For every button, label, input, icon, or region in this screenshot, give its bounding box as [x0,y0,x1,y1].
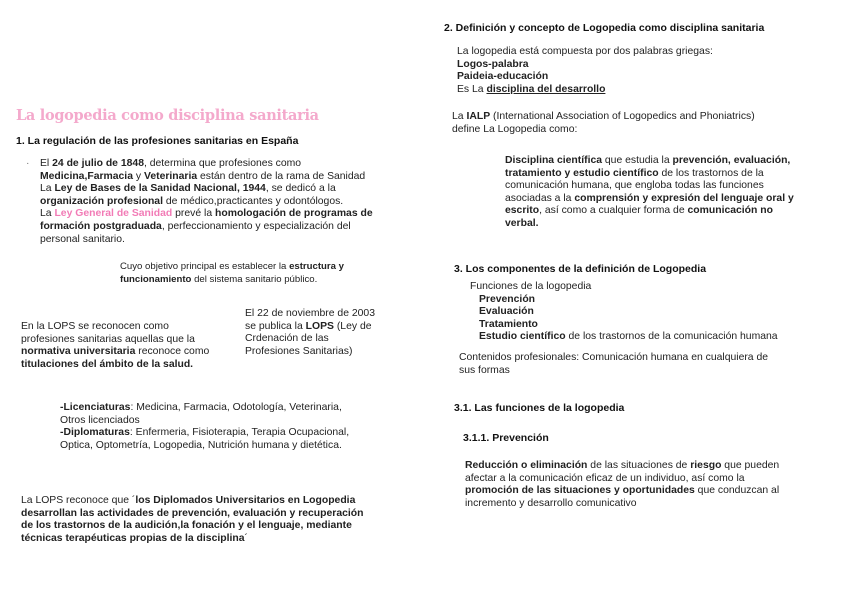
bold-text: funcionamiento [120,273,192,285]
text: y [132,170,144,182]
bold-text: Medicina,Farmacia [40,170,133,182]
bold-text: prevención, evaluación, [672,155,791,166]
logopedia-definition [505,155,794,231]
bold-text: titulaciones del ámbito de la salud. [21,358,194,370]
component-item: Evaluación [479,306,534,318]
bold-text: tratamiento y estudio científico [505,167,659,179]
text: incremento y desarrollo comunicativo [465,497,637,509]
text: , perfeccionamiento y especialización del [161,221,351,232]
page-title: La logopedia como disciplina sanitaria [16,107,319,124]
text: El 22 de noviembre de 2003 [245,308,375,319]
bold-text: los Diplomados Universitarios en Logopedia [135,495,356,506]
text: Profesiones Sanitarias) [245,345,353,357]
bold-text: homologación de programas de [215,208,373,220]
etymology-paragraph [457,46,713,96]
greek-word: Logos-palabra [457,58,529,70]
text: que conduzcan al [694,485,780,497]
text: : Medicina, Farmacia, Odotología, Veterinaria, [130,402,342,413]
ialp-acronym: IALP [466,111,491,122]
text: La [452,111,467,122]
licenciaturas-label: -Licenciaturas [60,402,131,413]
section-3-1-1-heading: 3.1.1. Prevención [463,432,549,444]
text: La logopedia está compuesta por dos palabras griegas: [457,46,713,57]
text: , así como a cualquier forma de [539,205,688,217]
section-1-heading: 1. La regulación de las profesiones sanitarias en España [16,135,299,147]
functions-label: Funciones de la logopedia [470,281,592,292]
text: : Enfermeria, Fisioterapia, Terapia Ocupacional, [129,427,350,439]
text: profesiones sanitarias aquellas que la [21,333,195,345]
text: que pueden [721,460,780,471]
text: de las situaciones de [587,460,691,471]
text: La [40,208,55,220]
component-item: Tratamiento [479,318,538,330]
text: (International Association of Logopedics and Phoniatrics) [490,111,755,122]
law-name-highlight: Ley General de Sanidad [54,208,173,220]
text: La LOPS reconoce que ´ [21,495,136,506]
bold-text: Disciplina científica [505,155,603,166]
law-name: Ley de Bases de la Sanidad Nacional, 1944 [54,183,266,195]
text: Cuyo objetivo principal es establecer la [120,261,290,272]
lops-closing-paragraph [21,495,363,545]
text: Contenidos profesionales: Comunicación humana en cualquiera de [459,352,769,363]
text: , determina que profesiones como [143,158,302,169]
text: de los trastornos de la comunicación humana [565,331,778,343]
bold-text: Reducción o eliminación [465,460,588,471]
text: sus formas [459,364,510,376]
bold-text: técnicas terapéuticas propias de la disciplina [21,532,245,544]
component-item: Estudio científico [479,331,566,343]
bold-text: formación postgraduada [40,221,162,232]
text: reconoce como [135,346,210,358]
ialp-paragraph [452,111,755,136]
professional-contents [459,352,768,377]
components-list [470,281,778,344]
text: Otros licenciados [60,414,140,426]
bold-text: desarrollan las actividades de prevención, evaluación y recuperación [21,507,364,519]
bullet-marker: · [26,158,30,169]
date-highlight: 24 de julio de 1848 [52,158,144,169]
text: El [40,158,53,169]
text: Es La [457,83,487,95]
bold-text: comunicación no [687,205,773,217]
prevention-paragraph [465,460,779,510]
section-2-heading: 2. Definición y concepto de Logopedia como disciplina sanitaria [444,22,765,34]
greek-word: Paideia-educación [457,71,549,83]
text: , se dedicó a la [265,183,336,195]
text: de médico,practicantes y odontólogos. [162,195,344,207]
text: Crdenación de las [245,333,329,345]
text: define La Logopedia como: [452,123,578,135]
bold-text: promoción de las situaciones y oportunidades [465,485,695,497]
text: prevé la [172,208,216,220]
objective-note [120,261,344,286]
text: están dentro de la rama de Sanidad [197,170,366,182]
text: de los trastornos de la [658,167,764,179]
bold-text: escrito [505,205,540,217]
section-3-1-heading: 3.1. Las funciones de la logopedia [454,402,625,414]
text: afectar a la comunicación eficaz de un individuo, así como la [465,472,745,484]
diplomaturas-label: -Diplomaturas [60,427,130,439]
degrees-list [60,402,349,452]
text: (Ley de [333,320,372,332]
lops-publication-paragraph [245,308,375,358]
bold-text: comprensión y expresión del lenguaje oral y [574,192,794,204]
text: se publica la [245,320,306,332]
text: comunicación humana, que engloba todas las funciones [505,180,764,192]
lops-acronym: LOPS [305,320,334,332]
text: Optica, Optometría, Logopedia, Nutrición humana y dietética. [60,439,342,451]
lops-recognition-paragraph [21,321,209,371]
text: ´ [244,532,248,544]
bold-text: verbal. [505,217,539,229]
text: asociadas a la [505,192,575,204]
underlined-term: disciplina del desarrollo [486,83,606,95]
text: que estudia la [602,155,673,166]
text: En la LOPS se reconocen como [21,321,169,332]
bold-text: estructura y [289,261,344,272]
text: personal sanitario. [40,233,125,245]
bold-text: organización profesional [40,195,163,207]
bold-text: Veterinaria [143,170,198,182]
component-item: Prevención [479,293,536,305]
bold-text: de los trastornos de la audición,la fonación y el lenguaje, mediante [21,520,352,532]
section-3-heading: 3. Los componentes de la definición de Logopedia [454,263,707,275]
bold-text: normativa universitaria [21,346,136,358]
text: del sistema sanitario público. [191,273,318,285]
bold-text: riesgo [690,460,722,471]
text: La [40,183,55,195]
